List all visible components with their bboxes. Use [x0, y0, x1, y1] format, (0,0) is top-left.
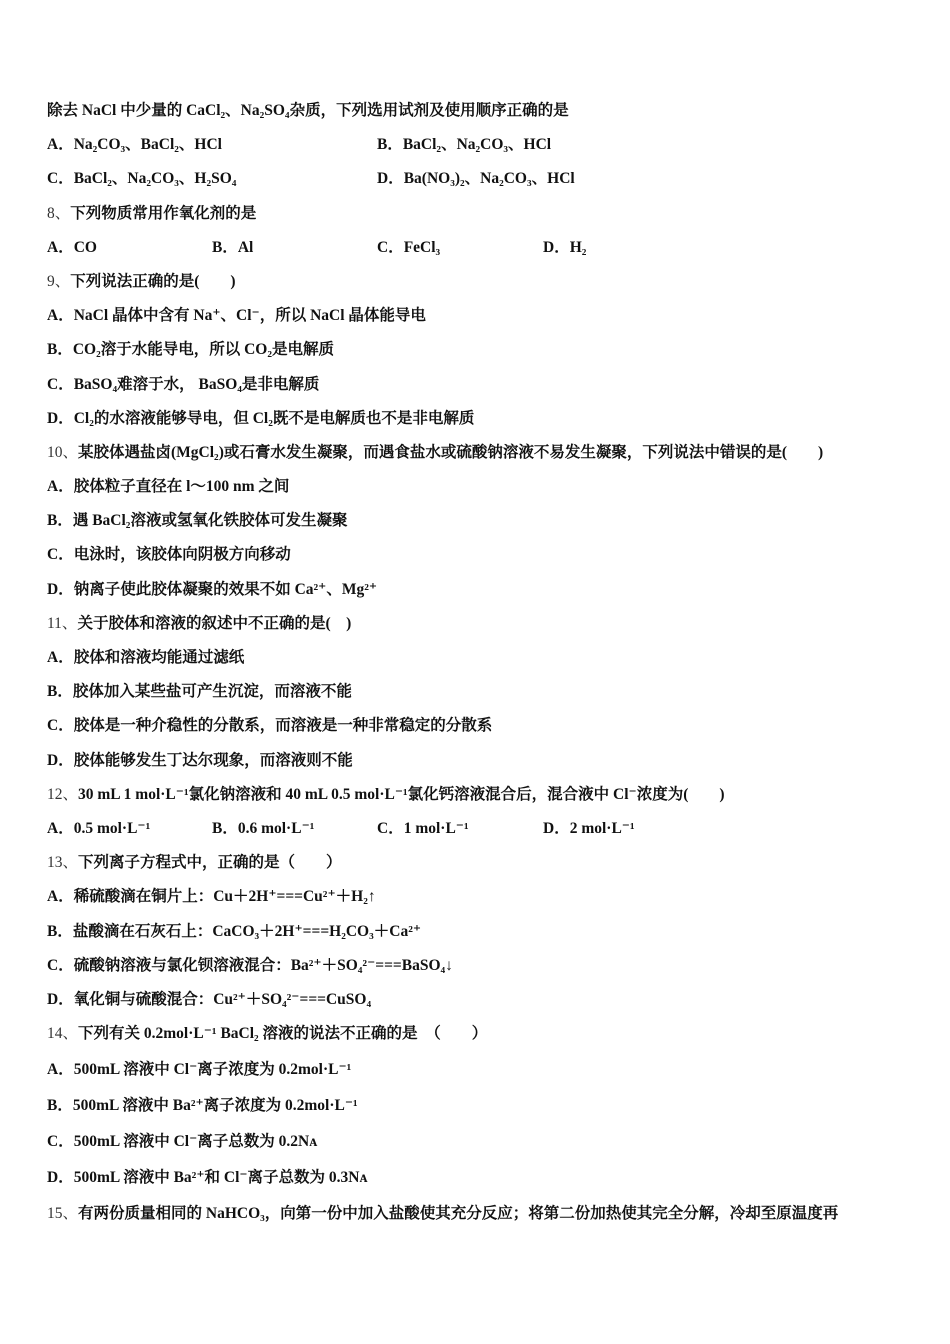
q13-option-d: D．氧化铜与硫酸混合：Cu²⁺＋SO₄²⁻===CuSO₄ [47, 990, 372, 1008]
q7-option-a: A．Na₂CO₃、BaCl₂、HCl [47, 136, 222, 154]
q7-option-c: C．BaCl₂、Na₂CO₃、H₂SO₄ [47, 170, 237, 188]
q13-stem [47, 849, 917, 883]
q12-number: 12、 [47, 785, 79, 803]
q9-option-d: D．Cl₂的水溶液能够导电，但 Cl₂既不是电解质也不是非电解质 [47, 409, 475, 427]
exam-page [47, 97, 917, 1234]
q14-option-c: C．500mL 溶液中 Cl⁻离子总数为 0.2Nᴀ [47, 1133, 318, 1151]
q8-stem [47, 200, 917, 234]
q7-option-d: D．Ba(NO₃)₂、Na₂CO₃、HCl [377, 170, 575, 188]
q9-stem [47, 268, 917, 302]
q11-option-c: C．胶体是一种介稳性的分散系，而溶液是一种非常稳定的分散系 [47, 717, 493, 735]
q14-option-b: B．500mL 溶液中 Ba²⁺离子浓度为 0.2mol·L⁻¹ [47, 1097, 358, 1115]
q12-options [47, 815, 917, 849]
q9-option-a: A．NaCl 晶体中含有 Na⁺、Cl⁻，所以 NaCl 晶体能导电 [47, 307, 426, 325]
q14-text: 下列有关 0.2mol·L⁻¹ BaCl₂ 溶液的说法不正确的是 （ ） [78, 1025, 488, 1043]
q14-option-d: D．500mL 溶液中 Ba²⁺和 Cl⁻离子总数为 0.3Nᴀ [47, 1169, 368, 1187]
q11-number: 11、 [47, 614, 78, 632]
q7-option-b: B．BaCl₂、Na₂CO₃、HCl [377, 136, 552, 154]
q11-option-a: A．胶体和溶液均能通过滤纸 [47, 649, 245, 666]
q8-option-d: D．H₂ [543, 238, 587, 256]
q8-option-c: C．FeCl₃ [377, 238, 441, 256]
q13-text: 下列离子方程式中，正确的是（ ） [78, 854, 342, 872]
q8-number: 8、 [47, 204, 71, 222]
q13-option-c: C．硫酸钠溶液与氯化钡溶液混合：Ba²⁺＋SO₄²⁻===BaSO₄↓ [47, 956, 453, 974]
q12-stem [47, 781, 917, 815]
q13-number: 13、 [47, 854, 79, 872]
q7-options-row1 [47, 131, 917, 165]
q12-text: 30 mL 1 mol·L⁻¹氯化钠溶液和 40 mL 0.5 mol·L⁻¹氯化钙溶液混合后，混合液中 Cl⁻浓度为( ) [78, 785, 725, 803]
q10-option-a: A．胶体粒子直径在 l～100 nm 之间 [47, 478, 290, 496]
q12-option-c: C．1 mol·L⁻¹ [377, 819, 469, 837]
q14-number: 14、 [47, 1025, 79, 1043]
q7-options-row2 [47, 165, 917, 199]
q10-option-c: C．电泳时，该胶体向阴极方向移动 [47, 546, 291, 564]
q9-number: 9、 [47, 272, 71, 290]
q11-text: 关于胶体和溶液的叙述中不正确的是( ) [77, 614, 352, 632]
q7-stem: 除去 NaCl 中少量的 CaCl₂、Na₂SO₄杂质，下列选用试剂及使用顺序正确的是 [47, 102, 569, 119]
q15-text: 有两份质量相同的 NaHCO₃，向第一份中加入盐酸使其充分反应；将第二份加热使其完全分解，冷却至原温度再 [78, 1205, 839, 1223]
q8-options [47, 234, 917, 268]
q14-option-a: A．500mL 溶液中 Cl⁻离子浓度为 0.2mol·L⁻¹ [47, 1061, 352, 1079]
q13-option-b: B．盐酸滴在石灰石上：CaCO₃＋2H⁺===H₂CO₃＋Ca²⁺ [47, 922, 422, 940]
q10-option-b: B．遇 BaCl₂溶液或氢氧化铁胶体可发生凝聚 [47, 512, 348, 530]
q10-option-d: D．钠离子使此胶体凝聚的效果不如 Ca²⁺、Mg²⁺ [47, 580, 378, 598]
q12-option-d: D．2 mol·L⁻¹ [543, 819, 635, 837]
q15-stem [47, 1200, 917, 1234]
q10-stem [47, 439, 917, 473]
q9-option-b: B．CO₂溶于水能导电，所以 CO₂是电解质 [47, 341, 335, 359]
q10-text: 某胶体遇盐卤(MgCl₂)或石膏水发生凝聚，而遇食盐水或硫酸钠溶液不易发生凝聚，下列说法中错误的是( ) [78, 443, 824, 461]
q13-option-a: A．稀硫酸滴在铜片上：Cu＋2H⁺===Cu²⁺＋H₂↑ [47, 888, 376, 906]
q11-stem [47, 610, 917, 644]
q12-option-a: A．0.5 mol·L⁻¹ [47, 819, 151, 837]
q8-option-a: A．CO [47, 238, 97, 256]
q10-number: 10、 [47, 443, 79, 461]
q9-option-c: C．BaSO₄难溶于水， BaSO₄是非电解质 [47, 375, 320, 393]
q11-option-d: D．胶体能够发生丁达尔现象，而溶液则不能 [47, 751, 353, 769]
q12-option-b: B．0.6 mol·L⁻¹ [212, 819, 315, 837]
q11-option-b: B．胶体加入某些盐可产生沉淀，而溶液不能 [47, 683, 352, 701]
q9-text: 下列说法正确的是( ) [70, 272, 236, 290]
q8-option-b: B．Al [212, 238, 254, 256]
q8-text: 下列物质常用作氧化剂的是 [70, 204, 257, 222]
q14-stem [47, 1020, 917, 1056]
q15-number: 15、 [47, 1205, 79, 1223]
